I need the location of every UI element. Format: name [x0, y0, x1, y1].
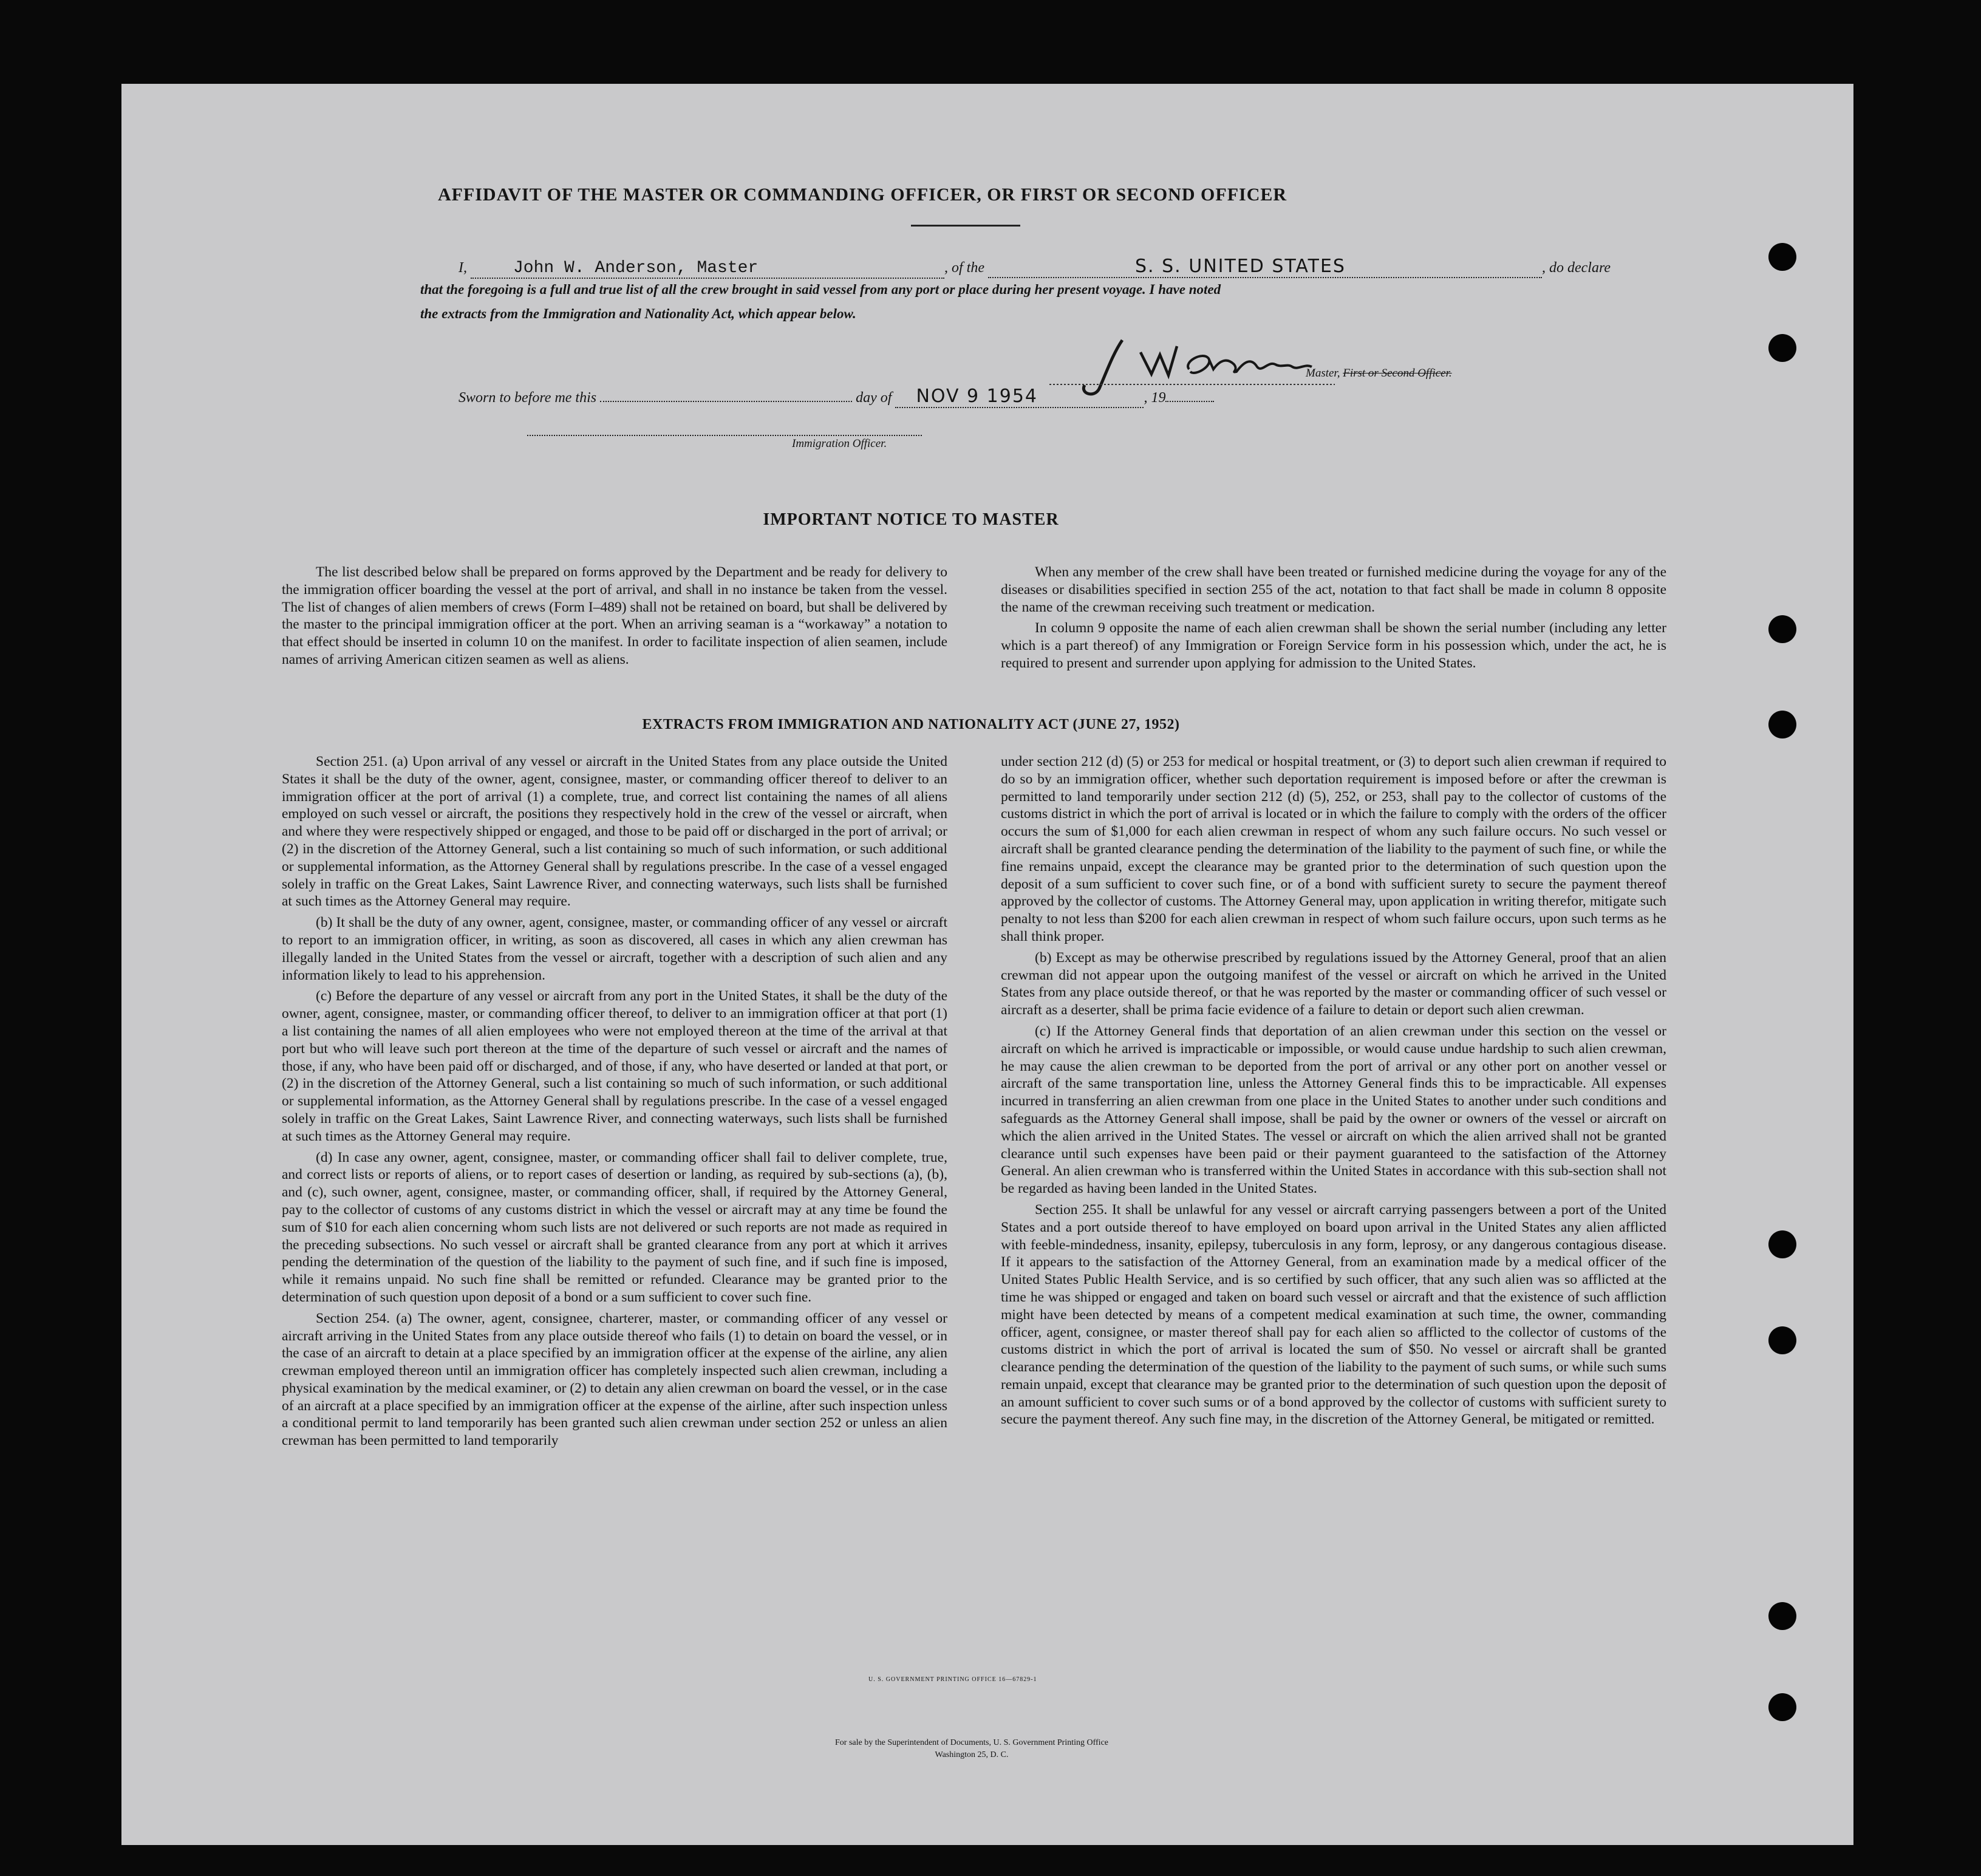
binder-hole: [1768, 1326, 1796, 1354]
extract-paragraph: Section 251. (a) Upon arrival of any vessel or aircraft in the United States from any place outside the United States it shall be the duty of the owner, agent, consignee, master, or commanding officer thereof to deliver to an immigration officer at the port of arrival (1) a complete, true, and correct list containing the names of all aliens employed on such vessel or aircraft, the positions they respectively hold in the crew of the vessel or aircraft, when and where they were respectively shipped or engaged, and those to be paid off or discharged in the port of arrival; or (2) in the discretion of the Attorney General, such a list containing so much of such information, or such additional or supplemental information, as the Attorney General shall by regulations prescribe. In the case of a vessel engaged solely in traffic on the Great Lakes, Saint Lawrence River, and connecting waterways, such lists shall be furnished at such times as the Attorney General may require.: [282, 754, 947, 910]
extract-paragraph: Section 255. It shall be unlawful for any vessel or aircraft carrying passengers between a port of the United States and a port outside thereof to have employed on board upon arrival in the United States any alien afflicted with feeble-mindedness, insanity, epilepsy, tuberculosis in any form, leprosy, or any dangerous contagious disease. If it appears to the satisfaction of the Attorney General, from an examination made by a medical officer of the United States Public Health Service, and is so certified by such officer, that any such alien was so afflicted at the time he was shipped or engaged and taken on board such vessel or aircraft and that the existence of such affliction might have been detected by means of a competent medical examination at such time, the owner, commanding officer, agent, consignee, or master thereof shall pay for each alien so afflicted to the collector of customs of the customs district in which the port of arrival is located the sum of $50. No vessel or aircraft shall be granted clearance pending the determination of the question of the liability to the payment of such sums, or while such sums remain unpaid, except that clearance may be granted prior to the determination of such question upon the deposit of an amount sufficient to cover such sums or of a bond approved by the collector of customs with sufficient surety to secure the payment thereof. Any such fine may, in the discretion of the Attorney General, be mitigated or remitted.: [1001, 1201, 1666, 1428]
signature-caption: Master, First or Second Officer.: [1306, 367, 1452, 380]
extracts-left-column: [282, 753, 947, 1450]
of-the-label: , of the: [944, 260, 984, 276]
sale-notice: For sale by the Superintendent of Documents, U. S. Government Printing Office Washington 25, D. C.: [835, 1738, 1108, 1759]
form-page: [121, 84, 1853, 1845]
declaration-line-2: that the foregoing is a full and true list of all the crew brought in said vessel from any port or place during her present voyage. I have noted: [420, 282, 1221, 297]
binder-hole: [1768, 615, 1796, 643]
extract-paragraph: under section 212 (d) (5) or 253 for medical or hospital treatment, or (3) to deport such alien crewman if required to do so by an immigration officer, whether such deportation requirement is imposed before or after the crewman is permitted to land temporarily under section 212 (d) (5), 252, or 253, shall pay to the collector of customs of the customs district in which the port of arrival is located or in which the failure to comply with the orders of the officer occurs the sum of $1,000 for each alien crewman in respect of whom any such failure occurs. No such vessel or aircraft shall be granted clearance pending the determination of the liability to the payment of such fine, or while the fine remains unpaid, except the clearance may be granted prior to the determination of such question upon the deposit of a sum sufficient to cover such fine, or of a bond with sufficient surety to secure the payment thereof approved by the collector of customs. The Attorney General may, upon application in writing therefor, mitigate such penalty to not less than $200 for each alien crewman in respect of whom such failure occurs, upon such terms as he shall think proper.: [1001, 754, 1666, 944]
notice-paragraph: The list described below shall be prepared on forms approved by the Department and be ready for delivery to the immigration officer boarding the vessel at the port of arrival, and shall in no instance be taken from the vessel. The list of changes of alien members of crews (Form I–489) shall not be retained on board, but shall be delivered by the master to the principal immigration officer at the port. When an arriving seaman is a “workaway” a notation to that effect should be inserted in column 10 on the manifest. In order to facilitate inspection of alien seamen, include names of arriving American citizen seamen as well as aliens.: [282, 564, 947, 667]
notice-paragraph: In column 9 opposite the name of each alien crewman shall be shown the serial number (including any letter which is a part thereof) of any Immigration or Foreign Service form in his possession which, under the act, he is required to present and surrender upon applying for admission to the United States.: [1001, 620, 1666, 671]
immigration-officer-caption: Immigration Officer.: [792, 437, 887, 450]
do-declare-label: , do declare: [1542, 260, 1611, 276]
declarant-name-field: [471, 259, 944, 279]
extract-paragraph: (c) If the Attorney General finds that deportation of an alien crewman under this section on the vessel or aircraft on which he arrived is impracticable or impossible, or would cause undue hardship to such alien crewman, he may cause the alien crewman to be deported from the port of arrival or any other port on another vessel or aircraft of the same transportation line, unless the Attorney General finds this to be impracticable. All expenses incurred in transferring an alien crewman from one place in the United States to another under such conditions and safeguards as the Attorney General shall impose, shall be paid by the owner or owners of the vessel or aircraft on which the alien arrived in the United States. The vessel or aircraft on which the alien arrived shall not be granted clearance until such expenses have been paid or their payment guaranteed to the satisfaction of the Attorney General. An alien crewman who is transferred within the United States in accordance with this sub-section shall not be regarded as having been landed in the United States.: [1001, 1023, 1666, 1197]
declaration-line-3: the extracts from the Immigration and Nationality Act, which appear below.: [420, 306, 856, 321]
binder-hole: [1768, 1602, 1796, 1630]
binder-hole: [1768, 243, 1796, 271]
notice-right-column: [1001, 564, 1666, 672]
declaration-line: [459, 256, 1649, 279]
declarant-name: John W. Anderson, Master: [513, 259, 759, 278]
binder-hole: [1768, 711, 1796, 738]
sworn-year-field: [1165, 401, 1214, 402]
sworn-day-field: [600, 401, 852, 402]
binder-hole: [1768, 1230, 1796, 1258]
extract-paragraph: (d) In case any owner, agent, consignee, master, or commanding officer shall fail to deliver complete, true, and correct lists or reports of aliens, or to report cases of desertion or landing, as required by sub-sections (a), (b), and (c), such owner, agent, consignee, master, or commanding officer, shall, if required by the Attorney General, pay to the collector of customs of any customs district in which the vessel or aircraft may at any time be found the sum of $10 for each alien concerning whom such lists are not delivered or such reports are not made as required in the preceding subsections. No such vessel or aircraft shall be granted clearance from any port at which it arrives pending the determination of the question of the liability to the payment of such fine, and if such fine is imposed, while it remains unpaid. No such fine shall be remitted or refunded. Clearance may be granted prior to the determination of such question upon deposit of a bond or a sum sufficient to cover such fine.: [282, 1149, 947, 1305]
extracts-title: EXTRACTS FROM IMMIGRATION AND NATIONALITY ACT (JUNE 27, 1952): [642, 717, 1180, 732]
sworn-line: Sworn to before me this day of NOV 9 1954 , 19: [459, 386, 1214, 408]
binder-hole: [1768, 1693, 1796, 1721]
vessel-name: S. S. UNITED STATES: [1135, 256, 1346, 277]
title-rule: [911, 225, 1020, 227]
notice-paragraph: When any member of the crew shall have been treated or furnished medicine during the voyage for any of the diseases or disabilities specified in section 255 of the act, notation to that fact shall be made in column 8 opposite the name of the crewman receiving such treatment or medication.: [1001, 564, 1666, 615]
immigration-officer-signature-line: [527, 435, 922, 436]
notice-title: IMPORTANT NOTICE TO MASTER: [763, 510, 1059, 529]
extract-paragraph: (b) It shall be the duty of any owner, agent, consignee, master, or commanding officer of any vessel or aircraft to report to an immigration officer, in writing, as soon as discovered, all cases in which any alien crewman has illegally landed in the United States from the vessel or aircraft, together with a description of such alien and any information likely to lead to his apprehension.: [282, 915, 947, 983]
extract-paragraph: (b) Except as may be otherwise prescribed by regulations issued by the Attorney General, proof that an alien crewman did not appear upon the outgoing manifest of the vessel or aircraft on which he arrived in the United States from any place outside thereof, or that he was reported by the master or commanding officer of such vessel or aircraft as a deserter, shall be prima facie evidence of a failure to detain or deport such alien crewman.: [1001, 949, 1666, 1018]
extract-paragraph: (c) Before the departure of any vessel or aircraft from any port in the United States, it shall be the duty of the owner, agent, consignee, master, or commanding officer thereof, to deliver to an immigration officer at that port (1) a list containing the names of all alien employees who were not employed thereon at the time of the arrival at that port but who will leave such port thereon at the time of the departure of such vessel or aircraft and the names of those, if any, who have been paid off or discharged, and of those, if any, who have deserted or landed at that port, or (2) in the discretion of the Attorney General, such a list containing so much of such information, or such additional or supplemental information, as the Attorney General shall by regulations prescribe. In the case of a vessel engaged solely in traffic on the Great Lakes, Saint Lawrence River, and connecting waterways, such lists shall be furnished at such times as the Attorney General may require.: [282, 988, 947, 1144]
sworn-date-field: [895, 386, 1144, 408]
sworn-date: NOV 9 1954: [916, 386, 1038, 407]
gpo-imprint: U. S. GOVERNMENT PRINTING OFFICE 16—67829-1: [868, 1676, 1037, 1683]
notice-left-column: [282, 564, 947, 669]
extracts-right-column: [1001, 753, 1666, 1428]
i-label: I,: [459, 260, 467, 276]
extract-paragraph: Section 254. (a) The owner, agent, consignee, charterer, master, or commanding officer of any vessel or aircraft arriving in the United States from any place outside thereof who fails (1) to detain on board the vessel, or in the case of an aircraft to detain at a place specified by an immigration officer at the expense of the airline, any alien crewman employed thereon until an immigration officer has completely inspected such alien crewman, including a physical examination by the medical examiner, or (2) to detain any alien crewman on board the vessel, or in the case of an aircraft at a place specified by an immigration officer at the expense of the airline, after such inspection unless a conditional permit to land temporarily has been granted such alien crewman under section 252 or unless an alien crewman has been permitted to land temporarily: [282, 1310, 947, 1449]
binder-hole: [1768, 334, 1796, 362]
vessel-field: [988, 256, 1542, 278]
affidavit-title: AFFIDAVIT OF THE MASTER OR COMMANDING OFFICER, OR FIRST OR SECOND OFFICER: [437, 185, 1287, 205]
